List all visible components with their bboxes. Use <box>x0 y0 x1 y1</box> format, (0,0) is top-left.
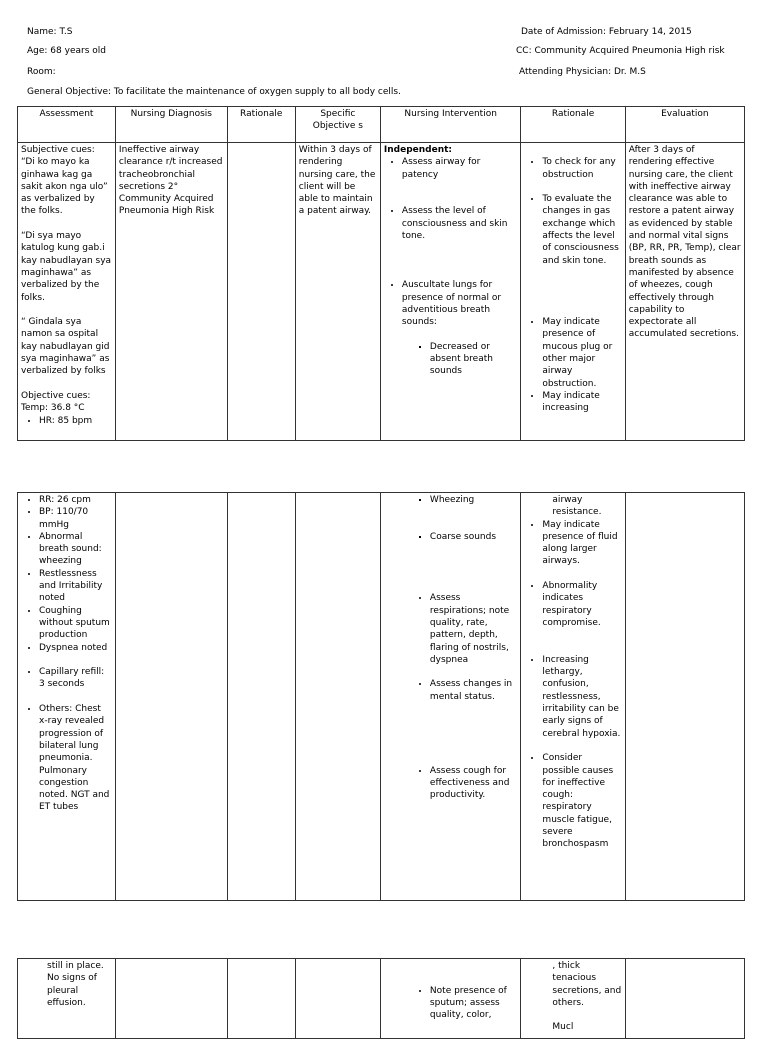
patient-age: Age: 68 years old <box>27 46 106 56</box>
intervention-item: • Assess the level of consciousness and skin tone. <box>402 205 518 242</box>
intervention-subitem: ▪ Decreased or absent breath sounds <box>430 341 518 378</box>
vital-rr: • RR: 26 cpm <box>39 494 112 506</box>
care-plan-table-page1 <box>17 106 745 441</box>
rationale-item: • Increasing lethargy, confusion, restlessness, irritability can be early signs of cerebral hypoxia. <box>542 654 621 740</box>
intervention-cell <box>380 493 521 901</box>
diagnosis-cell: Ineffective airway clearance r/t increased tracheobronchial secretions 2° Community Acquired Pneumonia High Risk <box>115 143 227 441</box>
intervention-item: • Assess airway for patency <box>402 156 518 181</box>
admission-date: Date of Admission: February 14, 2015 <box>521 27 692 37</box>
rationale-item: • To evaluate the changes in gas exchange which affects the level of consciousness and skin tone. <box>542 193 621 267</box>
rationale-item: • May indicate presence of fluid along larger airways. <box>542 519 621 568</box>
vital-temp: Temp: 36.8 °C <box>21 403 85 414</box>
evaluation-empty-cell <box>625 493 744 901</box>
independent-label: Independent: <box>383 145 453 155</box>
patient-room: Room: <box>27 67 56 77</box>
rationale-item: • May indicate increasing <box>542 390 621 415</box>
rationale-empty-cell <box>227 959 295 1039</box>
subjective-quote: “Di sya mayo katulog kung gab.i kay nabudlayan sya maginhawa” as verbalized by the folks. <box>21 231 112 303</box>
table-row <box>18 959 745 1039</box>
rationale-cell <box>521 493 625 901</box>
evaluation-empty-cell <box>625 959 744 1039</box>
general-objective: General Objective: To facilitate the maintenance of oxygen supply to all body cells. <box>27 87 401 97</box>
care-plan-table-page2 <box>17 492 745 901</box>
objective-cell: Within 3 days of rendering nursing care, the client will be able to maintain a patent airway. <box>295 143 380 441</box>
finding-breath-sound: • Abnormal breath sound: wheezing <box>39 531 112 568</box>
subjective-quote: “Di ko mayo ka ginhawa kag ga sakit akon nga ulo” as verbalized by the folks. <box>21 157 108 217</box>
col-nursing-diagnosis: Nursing Diagnosis <box>115 107 227 143</box>
intervention-item: • Note presence of sputum; assess quality, color, <box>430 985 518 1022</box>
intervention-item: • Assess respirations; note quality, rate, pattern, depth, flaring of nostrils, dyspnea <box>430 592 518 666</box>
vital-bp: • BP: 110/70 mmHg <box>39 506 112 531</box>
finding-others: • Others: Chest x-ray revealed progression of bilateral lung pneumonia. Pulmonary congestion noted. NGT and ET tubes <box>39 703 112 814</box>
finding-capillary-refill: • Capillary refill: 3 seconds <box>39 666 112 691</box>
intervention-cell <box>380 959 521 1039</box>
table-row <box>18 143 745 441</box>
intervention-item: • Assess cough for effectiveness and productivity. <box>430 765 518 802</box>
objective-empty-cell <box>295 959 380 1039</box>
intervention-item: • Assess changes in mental status. <box>430 678 518 703</box>
chief-complaint: CC: Community Acquired Pneumonia High risk <box>516 46 725 56</box>
intervention-subitem: ▪ Coarse sounds <box>430 531 518 543</box>
rationale-item: • Consider possible causes for ineffective cough: respiratory muscle fatigue, severe bronchospasm <box>542 752 621 850</box>
col-evaluation: Evaluation <box>625 107 744 143</box>
rationale-continuation: Mucl <box>552 1022 574 1033</box>
rationale-continuation: , thick tenacious secretions, and others. <box>552 961 622 1008</box>
subjective-label: Subjective cues: <box>21 145 95 155</box>
col-specific-objectives: Specific Objective s <box>295 107 380 143</box>
rationale-cell <box>521 143 625 441</box>
assessment-cell <box>18 143 116 441</box>
assessment-continuation: still in place. No signs of pleural effusion. <box>47 961 104 1008</box>
rationale-item: • To check for any obstruction <box>542 156 621 181</box>
assessment-cell <box>18 493 116 901</box>
diagnosis-empty-cell <box>115 959 227 1039</box>
rationale-empty-cell <box>227 143 295 441</box>
intervention-item: • Auscultate lungs for presence of normal or adventitious breath sounds: <box>402 279 518 328</box>
objective-empty-cell <box>295 493 380 901</box>
intervention-subitem: ▪ Wheezing <box>430 494 518 506</box>
finding-dyspnea: • Dyspnea noted <box>39 642 112 654</box>
col-rationale-1: Rationale <box>227 107 295 143</box>
rationale-empty-cell <box>227 493 295 901</box>
col-rationale-2: Rationale <box>521 107 625 143</box>
rationale-cell <box>521 959 625 1039</box>
finding-restlessness: • Restlessness and Irritability noted <box>39 568 112 605</box>
finding-coughing: • Coughing without sputum production <box>39 605 112 642</box>
col-assessment: Assessment <box>18 107 116 143</box>
care-plan-table-page3 <box>17 958 745 1039</box>
assessment-cell <box>18 959 116 1039</box>
vital-hr: • HR: 85 bpm <box>39 415 112 427</box>
objective-label: Objective cues: <box>21 390 91 401</box>
patient-name: Name: T.S <box>27 27 73 37</box>
attending-physician: Attending Physician: Dr. M.S <box>519 67 646 77</box>
diagnosis-empty-cell <box>115 493 227 901</box>
intervention-cell <box>380 143 521 441</box>
evaluation-cell: After 3 days of rendering effective nursing care, the client with ineffective airway clearance was able to restore a patent airway as evidenced by stable and normal vital signs (BP, RR, PR, Temp), clear breath sounds as manifested by absence of wheezes, cough effectively through capability to expectorate all accumulated secretions. <box>625 143 744 441</box>
table-header-row <box>18 107 745 143</box>
col-nursing-intervention: Nursing Intervention <box>380 107 521 143</box>
subjective-quote: “ Gindala sya namon sa ospital kay nabudlayan gid sya maginhawa” as verbalized by folks <box>21 317 110 377</box>
rationale-item: • May indicate presence of mucous plug or other major airway obstruction. <box>542 316 621 390</box>
rationale-continuation: airway resistance. <box>552 495 602 518</box>
rationale-item: • Abnormality indicates respiratory compromise. <box>542 580 621 629</box>
table-row <box>18 493 745 901</box>
